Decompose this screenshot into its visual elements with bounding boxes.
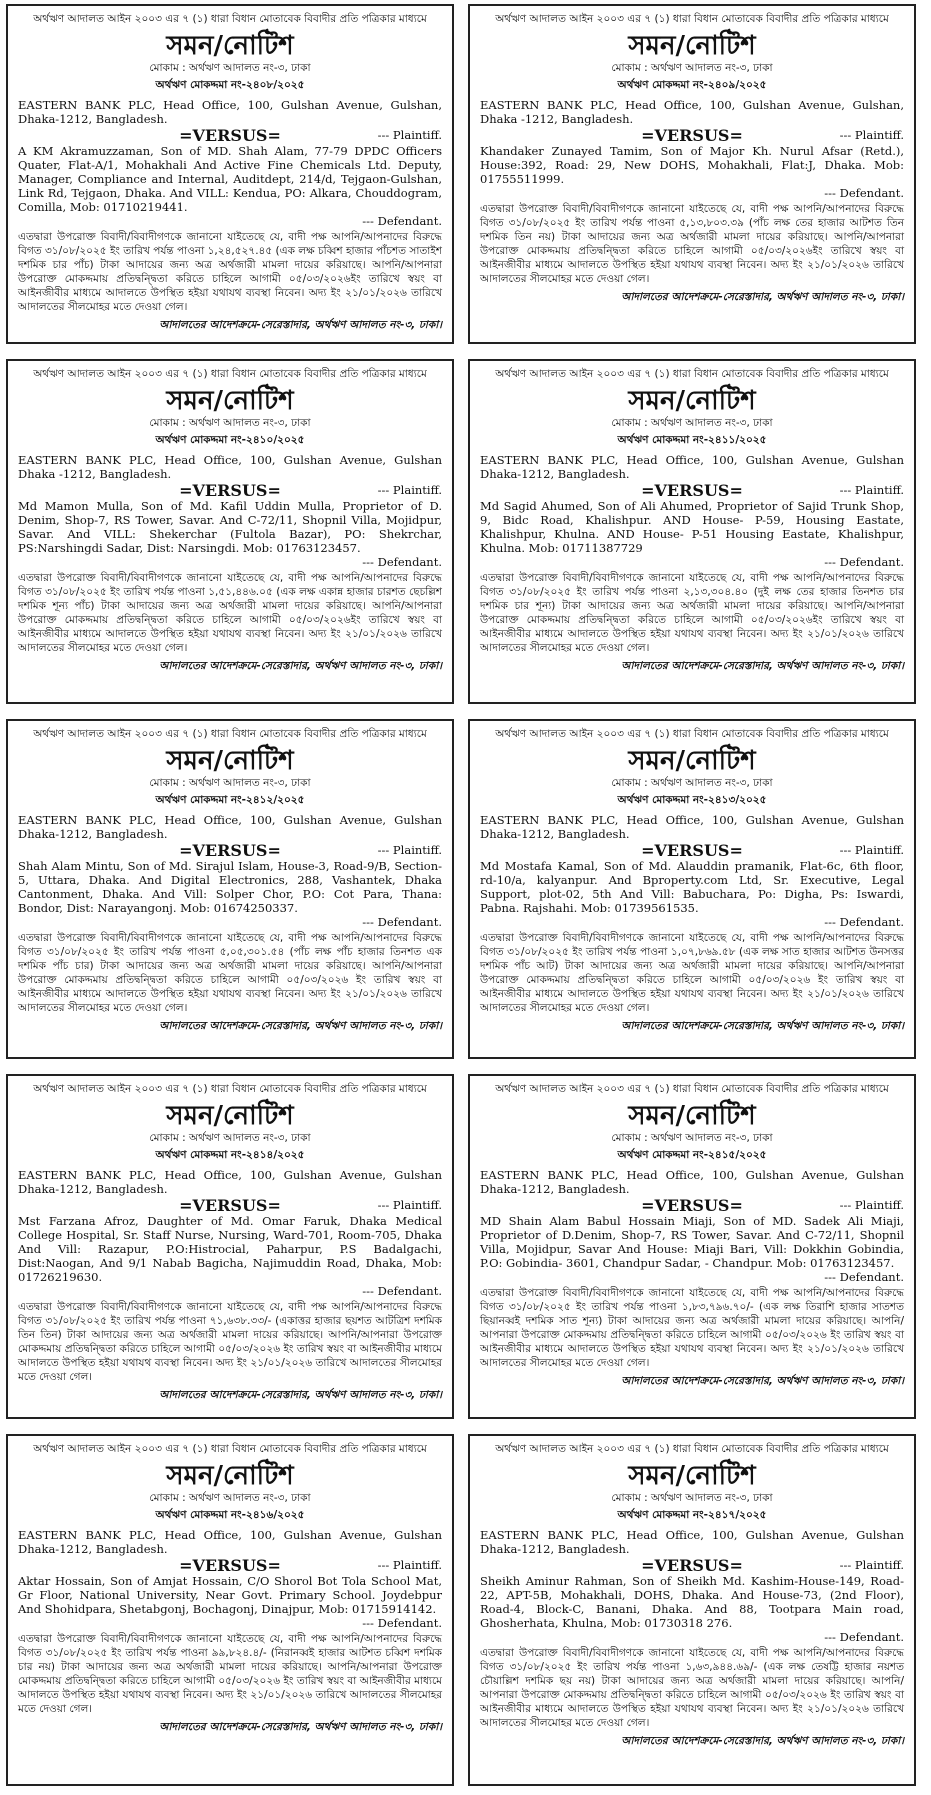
defendant-text: Sheikh Aminur Rahman, Son of Sheikh Md. Kashim-House-149, Road-22, APT-5B, Mohakhali, DOHS, Dhaka. And House-73, (2nd Floor), Road-4, Block-C, Banani, Dhaka. And 88, Tootpara Main road, Ghosherhata, Khulna, Mob: 01730318 276. — [480, 1574, 904, 1630]
defendant-text: Md Sagid Ahumed, Son of Ali Ahumed, Proprietor of Sajid Trunk Shop, 9, Bidc Road, Khalishpur. AND House- P-59, Housing Eastate, Khalishpur, Khulna. AND House- P-51 Housing Eastate, Khalishpur, Khulna. Mob: 01711387729 — [480, 499, 904, 555]
plaintiff-text: EASTERN BANK PLC, Head Office, 100, Gulshan Avenue, Gulshan, Dhaka -1212, Bangladesh. — [480, 98, 904, 126]
notice-box-3 — [6, 359, 454, 704]
plaintiff-text: EASTERN BANK PLC, Head Office, 100, Gulshan Avenue, Gulshan Dhaka-1212, Bangladesh. — [18, 1168, 442, 1196]
versus-row — [480, 481, 904, 499]
notice-body: এতদ্বারা উপরোক্ত বিবাদী/বিবাদীগণকে জানানো যাইতেছে যে, বাদী পক্ষ আপনি/আপনাদের বিরুদ্ধে বিগত ৩১/০৮/২০২৫ ইং তারিখ পর্যন্ত পাওনা ৫,১৩,৮০৩.৩৯ (পাঁচ লক্ষ তের হাজার আটশত তিন দশমিক তিন নয়) টাকা আদায়ের জন্য অত্র অর্থজারী মামলা দায়ের করিয়াছে। আপনি/আপনারা উপরোক্ত মোকদ্দমায় প্রতিদ্বন্দ্বিতা করিতে চাহিলে আগামী ০৫/০৩/২০২৬ইং তারিখে স্বয়ং বা আইনজীবীর মাধ্যমে আদালতে উপস্থিত হইয়া যথাযথ ব্যবস্থা নিবেন। অদ্য ইং ২১/০১/২০২৬ তারিখে আদালতের সীলমোহর মতে দেওয়া গেল। — [480, 203, 904, 285]
defendant-text: MD Shain Alam Babul Hossain Miaji, Son of MD. Sadek Ali Miaji, Proprietor of D.Denim, Shop-7, RS Tower, Savar. And C-72/11, Shopnil Villa, Mojidpur, Savar And House: Miaji Bari, Vill: Dokkhin Gobindia, P.O: Gobindia- 3601, Chandpur Sadar, - Chandpur. Mob: 01763123457. — [480, 1214, 904, 1270]
case-number: অর্থঋণ মোকদ্দমা নং-২৪০৯/২০২৫ — [617, 79, 767, 91]
plaintiff-text: EASTERN BANK PLC, Head Office, 100, Gulshan Avenue, Gulshan Dhaka-1212, Bangladesh. — [18, 813, 442, 841]
notice-box-7 — [6, 1074, 454, 1419]
versus-label: =VERSUS= — [179, 481, 281, 500]
plaintiff-label: --- Plaintiff. — [377, 843, 442, 857]
defendant-label: --- Defendant. — [824, 186, 904, 200]
notice-header: অর্থঋণ আদালত আইন ২০০৩ এর ৭ (১) ধারা বিধান মোতাবেক বিবাদীর প্রতি পত্রিকার মাধ্যমে — [495, 1083, 889, 1095]
plaintiff-label: --- Plaintiff. — [377, 128, 442, 142]
notice-header: অর্থঋণ আদালত আইন ২০০৩ এর ৭ (১) ধারা বিধান মোতাবেক বিবাদীর প্রতি পত্রিকার মাধ্যমে — [33, 13, 427, 25]
versus-label: =VERSUS= — [179, 126, 281, 145]
notice-box-8 — [468, 1074, 916, 1419]
case-number: অর্থঋণ মোকদ্দমা নং-২৪১১/২০২৫ — [617, 434, 767, 446]
plaintiff-label: --- Plaintiff. — [839, 843, 904, 857]
notice-title: সমন/নোটিশ — [166, 1461, 294, 1491]
defendant-label: --- Defendant. — [824, 915, 904, 929]
notice-footer: আদালতের আদেশক্রমে-সেরেস্তাদার, অর্থঋণ আদালত নং-৩, ঢাকা। — [159, 319, 442, 331]
versus-label: =VERSUS= — [641, 481, 743, 500]
notice-title: সমন/নোটিশ — [628, 1101, 756, 1131]
plaintiff-text: EASTERN BANK PLC, Head Office, 100, Gulshan Avenue, Gulshan Dhaka-1212, Bangladesh. — [480, 1528, 904, 1556]
notice-body: এতদ্বারা উপরোক্ত বিবাদী/বিবাদীগণকে জানানো যাইতেছে যে, বাদী পক্ষ আপনি/আপনাদের বিরুদ্ধে বিগত ৩১/০৮/২০২৫ ইং তারিখ পর্যন্ত পাওনা ৫,০৫,৩০১.৫৪ (পাঁচ লক্ষ পাঁচ হাজার তিনশত এক দশমিক পাঁচ চার) টাকা আদায়ের জন্য অত্র অর্থজারী মামলা দায়ের করিয়াছে। আপনি/আপনারা উপরোক্ত মোকদ্দমায় প্রতিদ্বন্দ্বিতা করিতে চাহিলে আগামী ০৫/০৩/২০২৬ ইং তারিখ স্বয়ং বা আইনজীবীর মাধ্যমে আদালতে উপস্থিত হইয়া যথাযথ ব্যবস্থা নিবেন। অদ্য ইং ২১/০১/২০২৬ তারিখে আদালতের সীলমোহর মতে দেওয়া গেল। — [18, 932, 442, 1014]
notice-header: অর্থঋণ আদালত আইন ২০০৩ এর ৭ (১) ধারা বিধান মোতাবেক বিবাদীর প্রতি পত্রিকার মাধ্যমে — [495, 368, 889, 380]
notice-body: এতদ্বারা উপরোক্ত বিবাদী/বিবাদীগণকে জানানো যাইতেছে যে, বাদী পক্ষ আপনি/আপনাদের বিরুদ্ধে বিগত ৩১/০৮/২০২৫ ইং তারিখ পর্যন্ত পাওনা ৭১,৬৩৮.৩৩/- (একাত্তর হাজার ছয়শত আটত্রিশ দশমিক তিন তিন) টাকা আদায়ের জন্য অত্র অর্থজারী মামলা দায়ের করিয়াছে। আপনি/আপনারা উপরোক্ত মোকদ্দমায় প্রতিদ্বন্দ্বিতা করিতে চাহিলে আগামী ০৫/০৩/২০২৬ ইং তারিখ স্বয়ং বা আইনজীবীর মাধ্যমে আদালতে উপস্থিত হইয়া যথাযথ ব্যবস্থা নিবেন। অদ্য ইং ২১/০১/২০২৬ তারিখে আদালতের সীলমোহর মতে দেওয়া গেল। — [18, 1301, 442, 1383]
notice-title: সমন/নোটিশ — [166, 1101, 294, 1131]
case-number: অর্থঋণ মোকদ্দমা নং-২৪০৮/২০২৫ — [155, 79, 305, 91]
notice-box-10 — [468, 1434, 916, 1786]
versus-row — [18, 1196, 442, 1214]
notice-title: সমন/নোটিশ — [628, 1461, 756, 1491]
defendant-text: Md Mamon Mulla, Son of Md. Kafil Uddin Mulla, Proprietor of D. Denim, Shop-7, RS Tower, Savar. And C-72/11, Shopnil Villa, Mojidpur, Savar. And VILL: Shekerchar (Fultola Bazar), PO: Shekrchar, PS:Narshingdi Sadar, Dist: Narsingdi. Mob: 01763123457. — [18, 499, 442, 555]
defendant-label: --- Defendant. — [362, 915, 442, 929]
defendant-text: Shah Alam Mintu, Son of Md. Sirajul Islam, House-3, Road-9/B, Section-5, Uttara, Dhaka. And Digital Electronics, 288, Vashantek, Dhaka Cantonment, Dhaka. And Vill: Solper Chor, P.O: Cot Para, Thana: Bondor, Dist: Narayangonj. Mob: 01674250337. — [18, 859, 442, 915]
court-venue: মোকাম : অর্থঋণ আদালত নং-৩, ঢাকা — [149, 1132, 311, 1144]
notice-footer: আদালতের আদেশক্রমে-সেরেস্তাদার, অর্থঋণ আদালত নং-৩, ঢাকা। — [159, 1721, 442, 1733]
notice-footer: আদালতের আদেশক্রমে-সেরেস্তাদার, অর্থঋণ আদালত নং-৩, ঢাকা। — [159, 1020, 442, 1032]
versus-row — [18, 1556, 442, 1574]
versus-label: =VERSUS= — [179, 1196, 281, 1215]
defendant-label: --- Defendant. — [362, 1284, 442, 1298]
notice-title: সমন/নোটিশ — [166, 746, 294, 776]
notice-grid — [6, 4, 925, 1790]
defendant-text: A KM Akramuzzaman, Son of MD. Shah Alam, 77-79 DPDC Officers Quater, Flat-A/1, Mohakhali And Active Fine Chemicals Ltd. Deputy, Manager, Compliance and Internal, Auditdept, 214/d, Tejgaon-Gulshan, Link Rd, Tejgaon, Dhaka. And VILL: Kendua, PO: Alkara, Chouddogram, Comilla, Mob: 01710219441. — [18, 144, 442, 214]
notice-footer: আদালতের আদেশক্রমে-সেরেস্তাদার, অর্থঋণ আদালত নং-৩, ঢাকা। — [621, 1375, 904, 1387]
notice-footer: আদালতের আদেশক্রমে-সেরেস্তাদার, অর্থঋণ আদালত নং-৩, ঢাকা। — [159, 1389, 442, 1401]
notice-footer: আদালতের আদেশক্রমে-সেরেস্তাদার, অর্থঋণ আদালত নং-৩, ঢাকা। — [621, 291, 904, 303]
case-number: অর্থঋণ মোকদ্দমা নং-২৪১৪/২০২৫ — [155, 1149, 305, 1161]
versus-label: =VERSUS= — [641, 1556, 743, 1575]
versus-label: =VERSUS= — [641, 126, 743, 145]
notice-footer: আদালতের আদেশক্রমে-সেরেস্তাদার, অর্থঋণ আদালত নং-৩, ঢাকা। — [621, 660, 904, 672]
court-venue: মোকাম : অর্থঋণ আদালত নং-৩, ঢাকা — [611, 62, 773, 74]
court-venue: মোকাম : অর্থঋণ আদালত নং-৩, ঢাকা — [611, 417, 773, 429]
notice-header: অর্থঋণ আদালত আইন ২০০৩ এর ৭ (১) ধারা বিধান মোতাবেক বিবাদীর প্রতি পত্রিকার মাধ্যমে — [495, 728, 889, 740]
case-number: অর্থঋণ মোকদ্দমা নং-২৪১২/২০২৫ — [155, 794, 305, 806]
court-venue: মোকাম : অর্থঋণ আদালত নং-৩, ঢাকা — [149, 417, 311, 429]
notice-footer: আদালতের আদেশক্রমে-সেরেস্তাদার, অর্থঋণ আদালত নং-৩, ঢাকা। — [621, 1735, 904, 1747]
plaintiff-label: --- Plaintiff. — [377, 483, 442, 497]
notice-body: এতদ্বারা উপরোক্ত বিবাদী/বিবাদীগণকে জানানো যাইতেছে যে, বাদী পক্ষ আপনি/আপনাদের বিরুদ্ধে বিগত ৩১/০৮/২০২৫ ইং তারিখ পর্যন্ত পাওনা ১,৮৩,৭৯৬.৭০/- (এক লক্ষ তিরাশি হাজার সাতশত ছিয়ানব্বই দশমিক সাত শূন্য) টাকা আদায়ের জন্য অত্র অর্থজারী মামলা দায়ের করিয়াছে। আপনি/আপনারা উপরোক্ত মোকদ্দমায় প্রতিদ্বন্দ্বিতা করিতে চাহিলে আগামী ০৫/০৩/২০২৬ ইং তারিখ স্বয়ং বা আইনজীবীর মাধ্যমে আদালতে উপস্থিত হইয়া যথাযথ ব্যবস্থা নিবেন। অদ্য ইং ২১/০১/২০২৬ তারিখে আদালতের সীলমোহর মতে দেওয়া গেল। — [480, 1287, 904, 1369]
defendant-text: Md Mostafa Kamal, Son of Md. Alauddin pramanik, Flat-6c, 6th floor, rd-10/a, kalyanpur. And Bproperty.com Ltd, Sr. Executive, Legal Support, plot-02, 5th And Vill: Babuchara, Po: Digha, Ps: Iswardi, Pabna. Rajshahi. Mob: 01739561535. — [480, 859, 904, 915]
notice-body: এতদ্বারা উপরোক্ত বিবাদী/বিবাদীগণকে জানানো যাইতেছে যে, বাদী পক্ষ আপনি/আপনাদের বিরুদ্ধে বিগত ৩১/০৮/২০২৫ ইং তারিখ পর্যন্ত পাওনা ৯৯,৮২৪.৪/- (নিরানব্বই হাজার আটশত চব্বিশ দশমিক চার নয়) টাকা আদায়ের জন্য অত্র অর্থজারী মামলা দায়ের করিয়াছে। আপনি/আপনারা উপরোক্ত মোকদ্দমায় প্রতিদ্বন্দ্বিতা করিতে চাহিলে আগামী ০৫/০৩/২০২৬ ইং তারিখ স্বয়ং বা আইনজীবীর মাধ্যমে আদালতে উপস্থিত হইয়া যথাযথ ব্যবস্থা নিবেন। অদ্য ইং ২১/০১/২০২৬ তারিখে আদালতের সীলমোহর মতে দেওয়া গেল। — [18, 1633, 442, 1715]
plaintiff-text: EASTERN BANK PLC, Head Office, 100, Gulshan Avenue, Gulshan Dhaka-1212, Bangladesh. — [480, 1168, 904, 1196]
notice-title: সমন/নোটিশ — [166, 31, 294, 61]
notice-header: অর্থঋণ আদালত আইন ২০০৩ এর ৭ (১) ধারা বিধান মোতাবেক বিবাদীর প্রতি পত্রিকার মাধ্যমে — [495, 13, 889, 25]
versus-row — [18, 126, 442, 144]
notice-header: অর্থঋণ আদালত আইন ২০০৩ এর ৭ (১) ধারা বিধান মোতাবেক বিবাদীর প্রতি পত্রিকার মাধ্যমে — [33, 1083, 427, 1095]
court-venue: মোকাম : অর্থঋণ আদালত নং-৩, ঢাকা — [611, 1132, 773, 1144]
notice-title: সমন/নোটিশ — [628, 386, 756, 416]
notice-header: অর্থঋণ আদালত আইন ২০০৩ এর ৭ (১) ধারা বিধান মোতাবেক বিবাদীর প্রতি পত্রিকার মাধ্যমে — [33, 368, 427, 380]
defendant-text: Aktar Hossain, Son of Amjat Hossain, C/O Shorol Bot Tola School Mat, Gr Floor, National University, Near Govt. Primary School. Joydebpur And Shohidpara, Shetabgonj, Bochagonj, Dinajpur, Mob: 01715914142. — [18, 1574, 442, 1616]
defendant-label: --- Defendant. — [824, 1270, 904, 1284]
notice-footer: আদালতের আদেশক্রমে-সেরেস্তাদার, অর্থঋণ আদালত নং-৩, ঢাকা। — [159, 660, 442, 672]
versus-row — [18, 481, 442, 499]
plaintiff-label: --- Plaintiff. — [377, 1198, 442, 1212]
versus-label: =VERSUS= — [641, 1196, 743, 1215]
notice-box-2 — [468, 4, 916, 344]
court-venue: মোকাম : অর্থঋণ আদালত নং-৩, ঢাকা — [149, 62, 311, 74]
versus-row — [480, 126, 904, 144]
case-number: অর্থঋণ মোকদ্দমা নং-২৪১৬/২০২৫ — [155, 1509, 305, 1521]
notice-body: এতদ্বারা উপরোক্ত বিবাদী/বিবাদীগণকে জানানো যাইতেছে যে, বাদী পক্ষ আপনি/আপনাদের বিরুদ্ধে বিগত ৩১/০৮/২০২৫ ইং তারিখ পর্যন্ত পাওনা ১,০৭,৮৬৯.৫৮ (এক লক্ষ সাত হাজার আটশত উনসত্তর দশমিক পাঁচ আট) টাকা আদায়ের জন্য অত্র অর্থজারী মামলা দায়ের করিয়াছে। আপনি/আপনারা উপরোক্ত মোকদ্দমায় প্রতিদ্বন্দ্বিতা করিতে চাহিলে আগামী ০৫/০৩/২০২৬ ইং তারিখ স্বয়ং বা আইনজীবীর মাধ্যমে আদালতে উপস্থিত হইয়া যথাযথ ব্যবস্থা নিবেন। অদ্য ইং ২১/০১/২০২৬ তারিখে আদালতের সীলমোহর মতে দেওয়া গেল। — [480, 932, 904, 1014]
notice-body: এতদ্বারা উপরোক্ত বিবাদী/বিবাদীগণকে জানানো যাইতেছে যে, বাদী পক্ষ আপনি/আপনাদের বিরুদ্ধে বিগত ৩১/০৮/২০২৫ ইং তারিখ পর্যন্ত পাওনা ২,১৩,৩০৪.৪০ (দুই লক্ষ তের হাজার তিনশত চার দশমিক চার শূন্য) টাকা আদায়ের জন্য অত্র অর্থজারী মামলা দায়ের করিয়াছে। আপনি/আপনারা উপরোক্ত মোকদ্দমায় প্রতিদ্বন্দ্বিতা করিতে চাহিলে আগামী ০৫/০৩/২০২৬ইং তারিখে স্বয়ং বা আইনজীবীর মাধ্যমে আদালতে উপস্থিত হইয়া যথাযথ ব্যবস্থা নিবেন। অদ্য ইং ২১/০১/২০২৬ তারিখে আদালতের সীলমোহর মতে দেওয়া গেল। — [480, 572, 904, 654]
versus-label: =VERSUS= — [641, 841, 743, 860]
court-venue: মোকাম : অর্থঋণ আদালত নং-৩, ঢাকা — [149, 1492, 311, 1504]
plaintiff-text: EASTERN BANK PLC, Head Office, 100, Gulshan Avenue, Gulshan Dhaka -1212, Bangladesh. — [18, 453, 442, 481]
plaintiff-label: --- Plaintiff. — [377, 1558, 442, 1572]
notice-title: সমন/নোটিশ — [166, 386, 294, 416]
versus-row — [480, 1196, 904, 1214]
versus-row — [18, 841, 442, 859]
notice-box-4 — [468, 359, 916, 704]
notice-header: অর্থঋণ আদালত আইন ২০০৩ এর ৭ (১) ধারা বিধান মোতাবেক বিবাদীর প্রতি পত্রিকার মাধ্যমে — [33, 728, 427, 740]
notice-box-6 — [468, 719, 916, 1059]
notice-body: এতদ্বারা উপরোক্ত বিবাদী/বিবাদীগণকে জানানো যাইতেছে যে, বাদী পক্ষ আপনি/আপনাদের বিরুদ্ধে বিগত ৩১/০৮/২০২৫ ইং তারিখ পর্যন্ত পাওনা ১,৫১,৪৪৬.০৫ (এক লক্ষ একান্ন হাজার চারশত ছেচল্লিশ দশমিক শূন্য পাঁচ) টাকা আদায়ের জন্য অত্র অর্থজারী মামলা দায়ের করিয়াছে। আপনি/আপনারা উপরোক্ত মোকদ্দমায় প্রতিদ্বন্দ্বিতা করিতে চাহিলে আগামী ০৫/০৩/২০২৬ইং তারিখে স্বয়ং বা আইনজীবীর মাধ্যমে আদালতে উপস্থিত হইয়া যথাযথ ব্যবস্থা নিবেন। অদ্য ইং ২১/০১/২০২৬ তারিখে আদালতের সীলমোহর মতে দেওয়া গেল। — [18, 572, 442, 654]
case-number: অর্থঋণ মোকদ্দমা নং-২৪১৭/২০২৫ — [617, 1509, 767, 1521]
court-venue: মোকাম : অর্থঋণ আদালত নং-৩, ঢাকা — [611, 777, 773, 789]
plaintiff-label: --- Plaintiff. — [839, 1198, 904, 1212]
notice-box-9 — [6, 1434, 454, 1786]
notice-title: সমন/নোটিশ — [628, 31, 756, 61]
case-number: অর্থঋণ মোকদ্দমা নং-২৪১৫/২০২৫ — [617, 1149, 767, 1161]
plaintiff-text: EASTERN BANK PLC, Head Office, 100, Gulshan Avenue, Gulshan Dhaka-1212, Bangladesh. — [480, 453, 904, 481]
notice-box-1 — [6, 4, 454, 344]
notice-header: অর্থঋণ আদালত আইন ২০০৩ এর ৭ (১) ধারা বিধান মোতাবেক বিবাদীর প্রতি পত্রিকার মাধ্যমে — [495, 1443, 889, 1455]
plaintiff-text: EASTERN BANK PLC, Head Office, 100, Gulshan Avenue, Gulshan, Dhaka-1212, Bangladesh. — [18, 98, 442, 126]
case-number: অর্থঋণ মোকদ্দমা নং-২৪১০/২০২৫ — [155, 434, 305, 446]
notice-body: এতদ্বারা উপরোক্ত বিবাদী/বিবাদীগণকে জানানো যাইতেছে যে, বাদী পক্ষ আপনি/আপনাদের বিরুদ্ধে বিগত ৩১/০৮/২০২৫ ইং তারিখ পর্যন্ত পাওনা ১,২৪,৫২৭.৪৫ (এক লক্ষ চব্বিশ হাজার পাঁচশত সাতাইশ দশমিক চার পাঁচ) টাকা আদায়ের জন্য অত্র অর্থজারী মামলা দায়ের করিয়াছে। আপনি/আপনারা উপরোক্ত মোকদ্দমায় প্রতিদ্বন্দ্বিতা করিতে চাহিলে আগামী ০৫/০৩/২০২৬ইং তারিখে স্বয়ং বা আইনজীবীর মাধ্যমে আদালতে উপস্থিত হইয়া যথাযথ ব্যবস্থা নিবেন। অদ্য ইং ২১/০১/২০২৬ তারিখে আদালতের সীলমোহর মতে দেওয়া গেল। — [18, 231, 442, 313]
notice-title: সমন/নোটিশ — [628, 746, 756, 776]
defendant-label: --- Defendant. — [824, 1630, 904, 1644]
court-venue: মোকাম : অর্থঋণ আদালত নং-৩, ঢাকা — [149, 777, 311, 789]
versus-label: =VERSUS= — [179, 1556, 281, 1575]
plaintiff-label: --- Plaintiff. — [839, 128, 904, 142]
plaintiff-text: EASTERN BANK PLC, Head Office, 100, Gulshan Avenue, Gulshan Dhaka-1212, Bangladesh. — [480, 813, 904, 841]
defendant-text: Mst Farzana Afroz, Daughter of Md. Omar Faruk, Dhaka Medical College Hospital, Sr. Staff Nurse, Nursing, Ward-701, Room-705, Dhaka And Vill: Razapur, P.O:Histrocial, Paharpur, P.S Badalgachi, Dist:Naogan, And 9/1 Nabab Bagicha, Najimuddin Road, Dhaka, Mob: 01726219630. — [18, 1214, 442, 1284]
notice-box-5 — [6, 719, 454, 1059]
defendant-label: --- Defendant. — [362, 555, 442, 569]
defendant-label: --- Defendant. — [824, 555, 904, 569]
notice-body: এতদ্বারা উপরোক্ত বিবাদী/বিবাদীগণকে জানানো যাইতেছে যে, বাদী পক্ষ আপনি/আপনাদের বিরুদ্ধে বিগত ৩১/০৮/২০২৫ ইং তারিখ পর্যন্ত পাওনা ১,৬৩,৯৪৪.৬৯/- (এক লক্ষ তেষট্টি হাজার নয়শত চৌয়াল্লিশ দশমিক ছয় নয়) টাকা আদায়ের জন্য অত্র অর্থজারী মামলা দায়ের করিয়াছে। আপনি/আপনারা উপরোক্ত মোকদ্দমায় প্রতিদ্বন্দ্বিতা করিতে চাহিলে আগামী ০৫/০৩/২০২৬ ইং তারিখ স্বয়ং বা আইনজীবীর মাধ্যমে আদালতে উপস্থিত হইয়া যথাযথ ব্যবস্থা নিবেন। অদ্য ইং ২১/০১/২০২৬ তারিখে আদালতের সীলমোহর মতে দেওয়া গেল। — [480, 1647, 904, 1729]
defendant-label: --- Defendant. — [362, 214, 442, 228]
versus-row — [480, 1556, 904, 1574]
defendant-label: --- Defendant. — [362, 1616, 442, 1630]
court-venue: মোকাম : অর্থঋণ আদালত নং-৩, ঢাকা — [611, 1492, 773, 1504]
notice-footer: আদালতের আদেশক্রমে-সেরেস্তাদার, অর্থঋণ আদালত নং-৩, ঢাকা। — [621, 1020, 904, 1032]
case-number: অর্থঋণ মোকদ্দমা নং-২৪১৩/২০২৫ — [617, 794, 767, 806]
versus-row — [480, 841, 904, 859]
defendant-text: Khandaker Zunayed Tamim, Son of Major Kh. Nurul Afsar (Retd.), House:392, Road: 29, New DOHS, Mohakhali, Flat:J, Dhaka. Mob: 01755511999. — [480, 144, 904, 186]
versus-label: =VERSUS= — [179, 841, 281, 860]
plaintiff-label: --- Plaintiff. — [839, 1558, 904, 1572]
plaintiff-label: --- Plaintiff. — [839, 483, 904, 497]
plaintiff-text: EASTERN BANK PLC, Head Office, 100, Gulshan Avenue, Gulshan Dhaka-1212, Bangladesh. — [18, 1528, 442, 1556]
notice-header: অর্থঋণ আদালত আইন ২০০৩ এর ৭ (১) ধারা বিধান মোতাবেক বিবাদীর প্রতি পত্রিকার মাধ্যমে — [33, 1443, 427, 1455]
